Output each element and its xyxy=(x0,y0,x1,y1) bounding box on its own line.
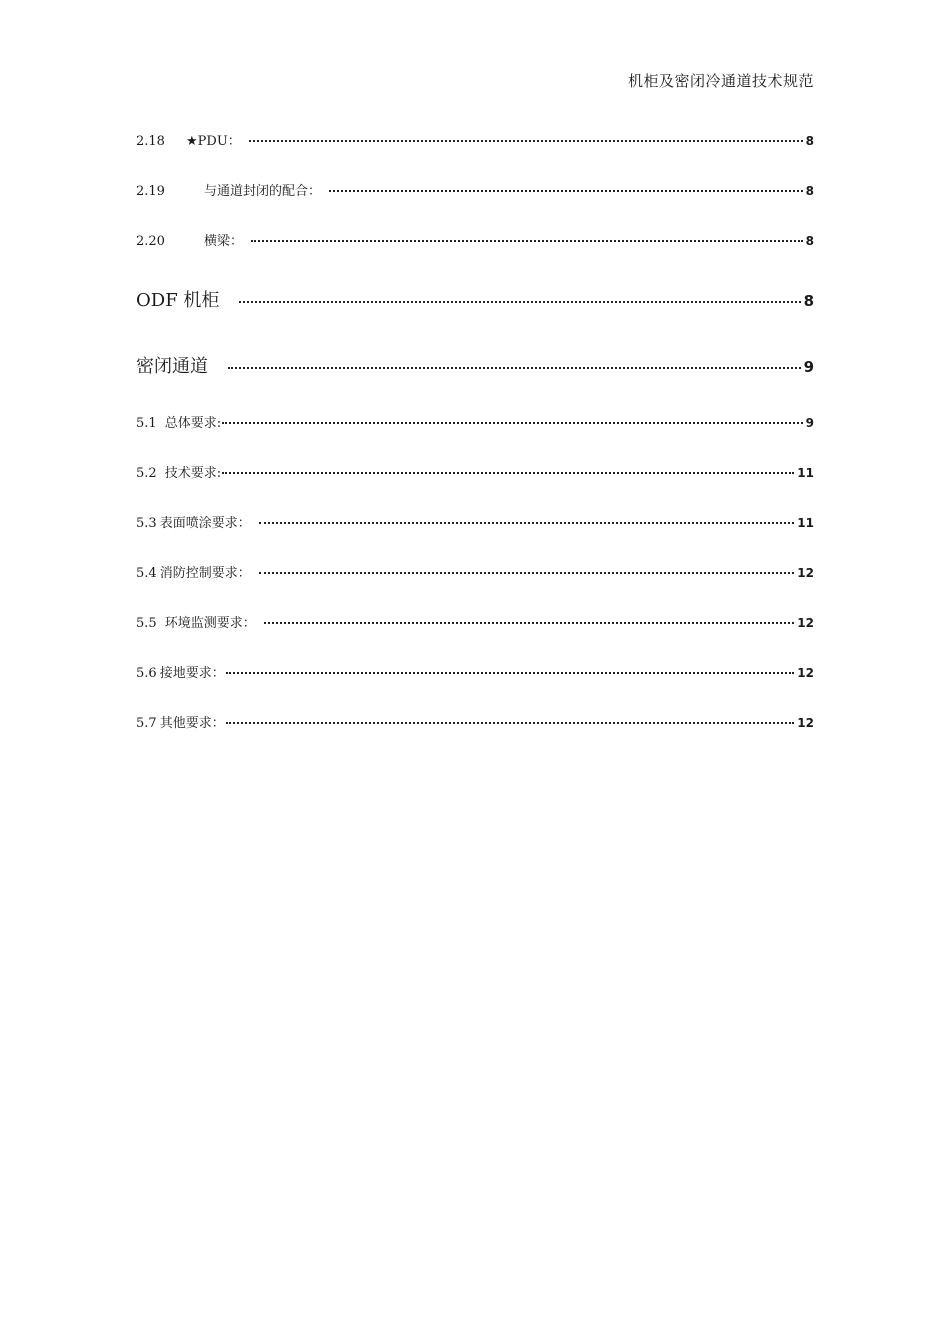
toc-entry-title: 总体要求: xyxy=(164,416,222,431)
toc-entry-closed-aisle[interactable] xyxy=(136,352,814,378)
dot-leader xyxy=(259,572,795,574)
toc-entry-page: 8 xyxy=(805,134,814,148)
toc-entry-page: 9 xyxy=(803,358,814,376)
toc-entry-title: 技术要求: xyxy=(164,466,222,481)
toc-entry-number: 5.6 xyxy=(136,666,157,681)
running-header: 机柜及密闭冷通道技术规范 xyxy=(627,72,814,90)
dot-leader xyxy=(226,722,795,724)
toc-entry-page: 8 xyxy=(805,184,814,198)
toc-entry-title: 消防控制要求： xyxy=(159,566,251,581)
toc-entry-5-4[interactable] xyxy=(136,562,814,581)
toc-entry-number: 2.18 xyxy=(136,134,165,149)
dot-leader xyxy=(329,190,803,192)
dot-leader xyxy=(239,301,800,303)
toc-entry-page: 9 xyxy=(805,416,814,430)
toc-entry-title: 其他要求： xyxy=(159,716,225,731)
toc-entry-title: 环境监测要求： xyxy=(164,616,256,631)
toc-entry-5-6[interactable] xyxy=(136,662,814,681)
toc-entry-odf-cabinet[interactable] xyxy=(136,286,814,312)
toc-entry-number: 2.19 xyxy=(136,184,165,199)
toc-entry-number: 5.1 xyxy=(136,416,157,431)
toc-entry-number: 5.5 xyxy=(136,616,157,631)
dot-leader xyxy=(222,472,794,474)
toc-entry-number: 5.2 xyxy=(136,466,157,481)
dot-leader xyxy=(251,240,803,242)
toc-entry-number: 2.20 xyxy=(136,234,165,249)
toc-entry-title: 表面喷涂要求： xyxy=(159,516,251,531)
toc-entry-2-19[interactable] xyxy=(136,180,814,199)
toc-entry-2-18[interactable] xyxy=(136,130,814,149)
toc-entry-5-3[interactable] xyxy=(136,512,814,531)
toc-entry-page: 12 xyxy=(797,566,814,580)
dot-leader xyxy=(259,522,795,524)
toc-entry-title: ★PDU： xyxy=(186,134,241,149)
toc-entry-page: 12 xyxy=(797,666,814,680)
toc-entry-page: 12 xyxy=(797,716,814,730)
toc-entry-number: 5.7 xyxy=(136,716,157,731)
dot-leader xyxy=(222,422,803,424)
toc-entry-5-7[interactable] xyxy=(136,712,814,731)
dot-leader xyxy=(228,367,801,369)
toc-entry-5-5[interactable] xyxy=(136,612,814,631)
toc-entry-title: 横梁： xyxy=(204,234,244,249)
toc-entry-title: ODF 机柜 xyxy=(136,290,220,311)
toc-entry-page: 11 xyxy=(797,516,814,530)
dot-leader xyxy=(226,672,795,674)
toc-entry-page: 8 xyxy=(805,234,814,248)
toc-entry-page: 12 xyxy=(797,616,814,630)
toc-entry-5-2[interactable] xyxy=(136,462,814,481)
toc-entry-page: 11 xyxy=(797,466,814,480)
toc-entry-title: 接地要求： xyxy=(159,666,225,681)
toc-entry-page: 8 xyxy=(803,292,814,310)
toc-entry-2-20[interactable] xyxy=(136,230,814,249)
toc-entry-number: 5.3 xyxy=(136,516,157,531)
toc-entry-5-1[interactable] xyxy=(136,412,814,431)
toc-entry-number: 5.4 xyxy=(136,566,157,581)
toc-entry-title: 与通道封闭的配合： xyxy=(204,184,322,199)
dot-leader xyxy=(249,140,803,142)
dot-leader xyxy=(264,622,795,624)
toc-entry-title: 密闭通道 xyxy=(136,356,208,377)
